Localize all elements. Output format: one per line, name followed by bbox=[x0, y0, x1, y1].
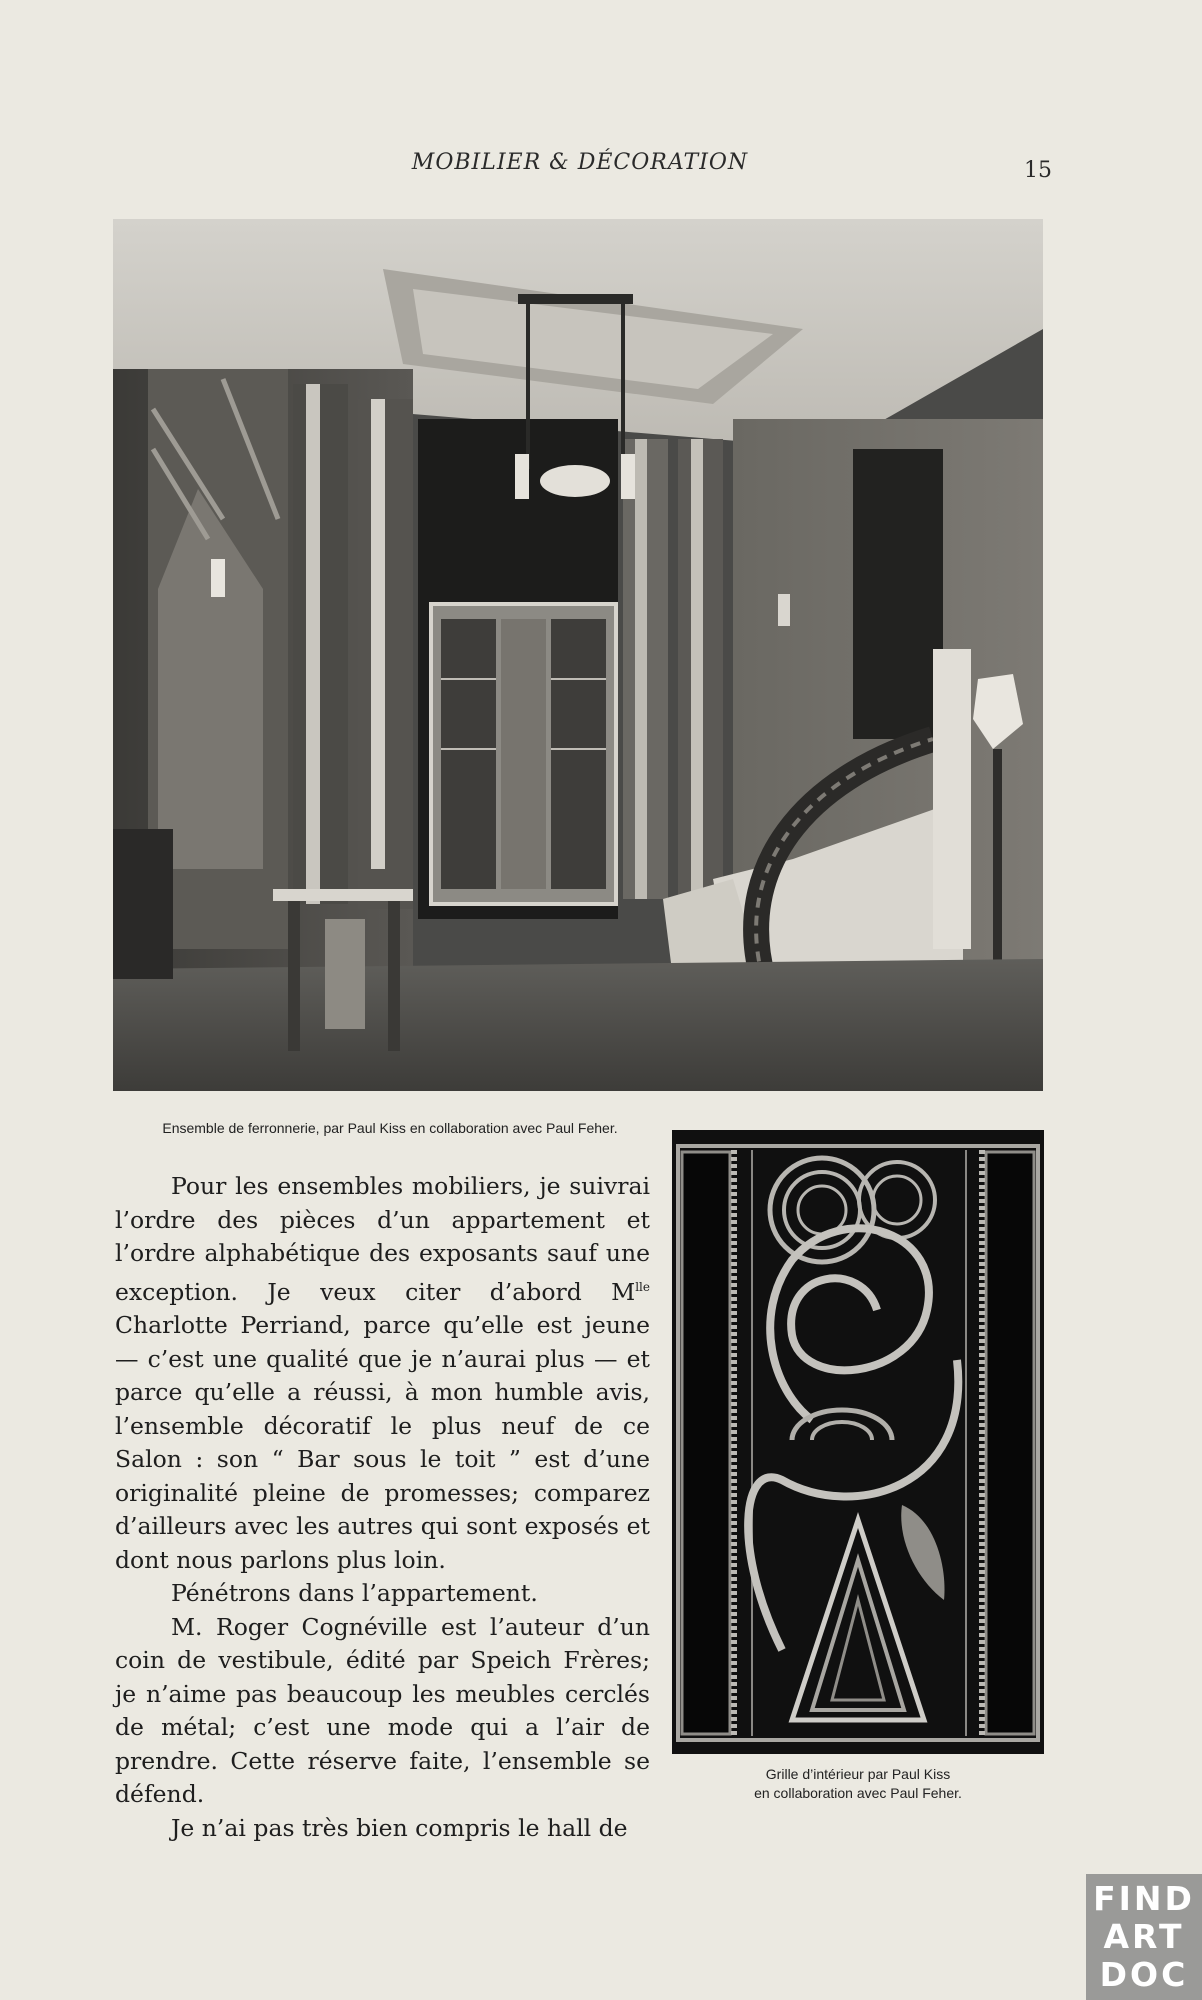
grille-photograph bbox=[672, 1130, 1044, 1754]
grille-caption-line-2: en collaboration avec Paul Feher. bbox=[754, 1785, 962, 1801]
paragraph-3: M. Roger Cognéville est l’auteur d’un coin de vestibule, édité par Speich Frères; je n’aime pas beaucoup les meubles cerclés de métal; c’est une mode qui a l’air de prendre. Cette réserve faite, l’ensemble se défend. bbox=[115, 1612, 650, 1808]
grille-caption-line-1: Grille d’intérieur par Paul Kiss bbox=[765, 1766, 951, 1782]
running-title: MOBILIER & DÉCORATION bbox=[411, 150, 749, 175]
logo-line-2: ART bbox=[1103, 1917, 1185, 1956]
paragraph-1-text-cont: Charlotte Perriand, parce qu’elle est jeune — c’est une qualité que je n’aurai plus — et parce qu’elle a réussi, à mon humble avis, l’ensemble décoratif le plus neuf de ce Salon : son “ Bar sous le toit ” est d’une originalité pleine de promesses; comparez d’ailleurs avec les autres qui sont exposés et dont nous parlons plus loin. bbox=[115, 1311, 650, 1574]
logo-line-1: FIND bbox=[1093, 1879, 1195, 1918]
paragraph-1 bbox=[115, 1170, 650, 1577]
paragraph-4: Je n’ai pas très bien compris le hall de bbox=[171, 1813, 628, 1842]
page-number: 15 bbox=[1024, 158, 1052, 183]
paragraph-2: Pénétrons dans l’appartement. bbox=[171, 1579, 538, 1607]
hall-photograph bbox=[113, 219, 1043, 1091]
paragraph-1-text: Pour les ensembles mobiliers, je suivrai l’ordre des pièces d’un appartement et l’ordre alphabétique des exposants sauf une exception. Je veux citer d’abord M bbox=[115, 1172, 650, 1306]
grille-caption bbox=[672, 1765, 1044, 1803]
main-photo-caption: Ensemble de ferronnerie, par Paul Kiss en collaboration avec Paul Feher. bbox=[162, 1120, 618, 1136]
logo-line-3: DOC bbox=[1099, 1955, 1189, 1994]
article-body bbox=[115, 1170, 650, 1845]
superscript-mlle: lle bbox=[635, 1279, 650, 1294]
findartdoc-logo bbox=[1086, 1874, 1202, 2000]
